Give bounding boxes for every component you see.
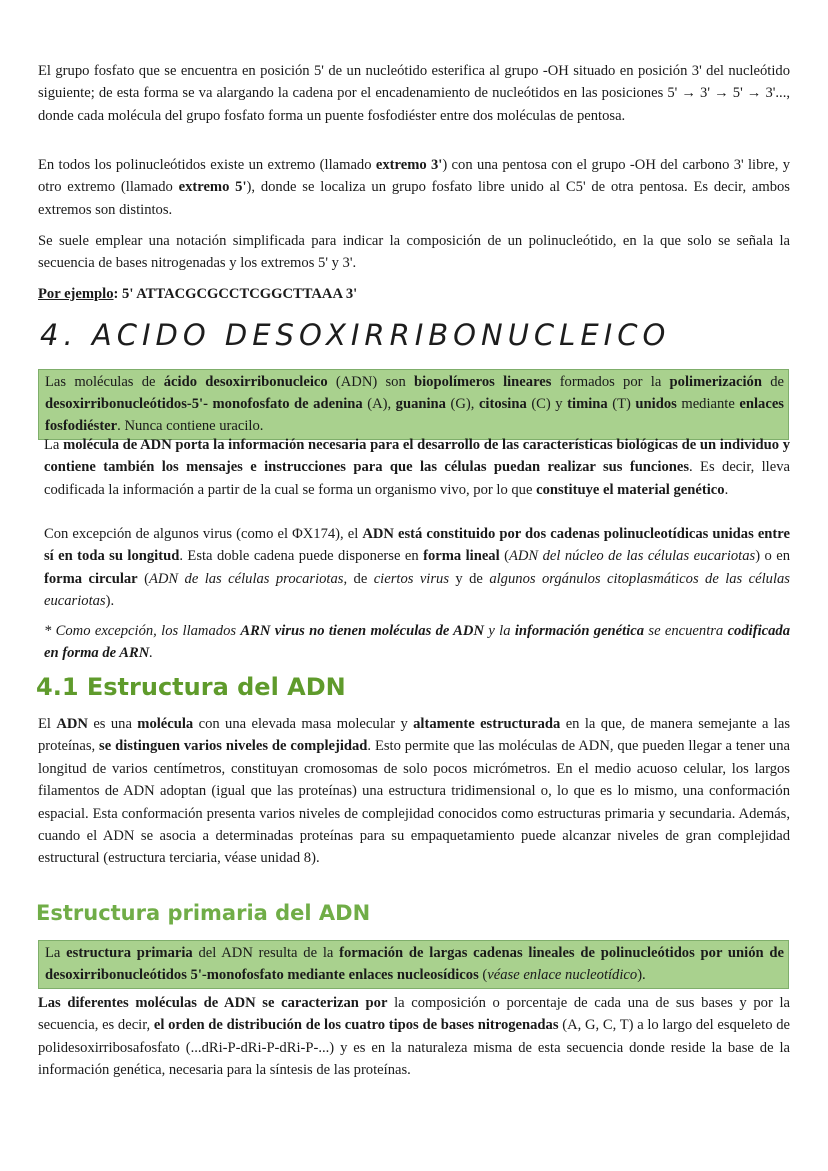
example-label: Por ejemplo	[38, 286, 114, 302]
paragraph-phosphodiester: El grupo fosfato que se encuentra en posición 5' de un nucleótido esterifica al grupo -OH situado en posición 3' del nucleótido siguiente; de esta forma se va alargando la cadena por el encadenamiento de nucleótidos en las posiciones 5' → 3' → 5' → 3'..., donde cada molécula del grupo fosfato forma un puente fosfodiéster entre dos moléculas de pentosa.	[38, 63, 790, 124]
paragraph-double-chain: Con excepción de algunos virus (como el ΦX174), el ADN está constituido por dos cadenas polinucleotídicas unidas entre sí en toda su longitud. Esta doble cadena puede disponerse en forma lineal (ADN del núcleo de las células eucariotas) o en forma circular (ADN de las células procariotas, de ciertos virus y de algunos orgánulos citoplasmáticos de las células eucariotas).	[44, 526, 790, 610]
paragraph-sequence: Las diferentes moléculas de ADN se caracterizan por la composición o porcentaje de cada una de sus bases y por la secuencia, es decir, el orden de distribución de los cuatro tipos de bases nitrogenadas (A, G, C, T) a lo largo del esqueleto de polidesoxirribosafosfato (...dRi-P-dRi-P-dRi-P-...) y es en la naturaleza misma de esta secuencia donde reside la base de la información genética, necesaria para la síntesis de las proteínas.	[38, 995, 790, 1079]
paragraph-extremes: En todos los polinucleótidos existe un extremo (llamado extremo 3') con una pentosa con el grupo -OH del carbono 3' libre, y otro extremo (llamado extremo 5'), donde se localiza un grupo fosfato libre unido al C5' de otra pentosa. Es decir, ambos extremos son distintos.	[38, 157, 791, 218]
section-title-adn: 4. ACIDO DESOXIRRIBONUCLEICO	[40, 318, 671, 352]
section-title-estructura: 4.1 Estructura del ADN	[36, 673, 346, 701]
highlight-box-definition: Las moléculas de ácido desoxirribonucleico (ADN) son biopolímeros lineares formados por la polimerización de desoxirribonucleótidos-5'- monofosfato de adenina (A), guanina (G), citosina (C) y timina (T) unidos mediante enlaces fosfodiéster. Nunca contiene uracilo.	[38, 369, 789, 440]
paragraph-notation: Se suele emplear una notación simplificada para indicar la composición de un polinucleótido, en la que solo se señala la secuencia de bases nitrogenadas y los extremos 5' y 3'.	[38, 233, 790, 272]
example-line: Por ejemplo: 5' ATTACGCGCCTCGGCTTAAA 3'	[38, 286, 358, 302]
paragraph-genetic-info: La molécula de ADN porta la información necesaria para el desarrollo de las características biológicas de un individuo y contiene también los mensajes e instrucciones para que las células puedan realizar sus funciones. Es decir, lleva codificada la información a partir de la cual se forma un organismo vivo, por lo que constituye el material genético.	[44, 437, 790, 498]
paragraph-structure: El ADN es una molécula con una elevada masa molecular y altamente estructurada en la que, de manera semejante a las proteínas, se distinguen varios niveles de complejidad. Esto permite que las moléculas de ADN, que pueden llegar a tener una longitud de varios centímetros, constituyan cromosomas de solo pocos micrómetros. En el medio acuoso celular, los largos filamentos de ADN adoptan (igual que las proteínas) una estructura tridimensional o, lo que es lo mismo, una conformación espacial. Esta conformación presenta varios niveles de complejidad conocidos como estructuras primaria y secundaria. Además, cuando el ADN se asocia a determinadas proteínas para su empaquetamiento puede alcanzar niveles de gran complejidad estructural (estructura terciaria, véase unidad 8).	[38, 716, 791, 867]
section-title-primaria: Estructura primaria del ADN	[36, 901, 371, 925]
highlight-box-primary: La estructura primaria del ADN resulta de la formación de largas cadenas lineales de polinucleótidos por unión de desoxirribonucleótidos 5'-monofosfato mediante enlaces nucleosídicos (véase enlace nucleotídico).	[38, 940, 789, 989]
paragraph-arn-exception: * Como excepción, los llamados ARN virus no tienen moléculas de ADN y la información genética se encuentra codificada en forma de ARN.	[44, 623, 790, 662]
example-sequence: 5' ATTACGCGCCTCGGCTTAAA 3'	[122, 286, 358, 302]
